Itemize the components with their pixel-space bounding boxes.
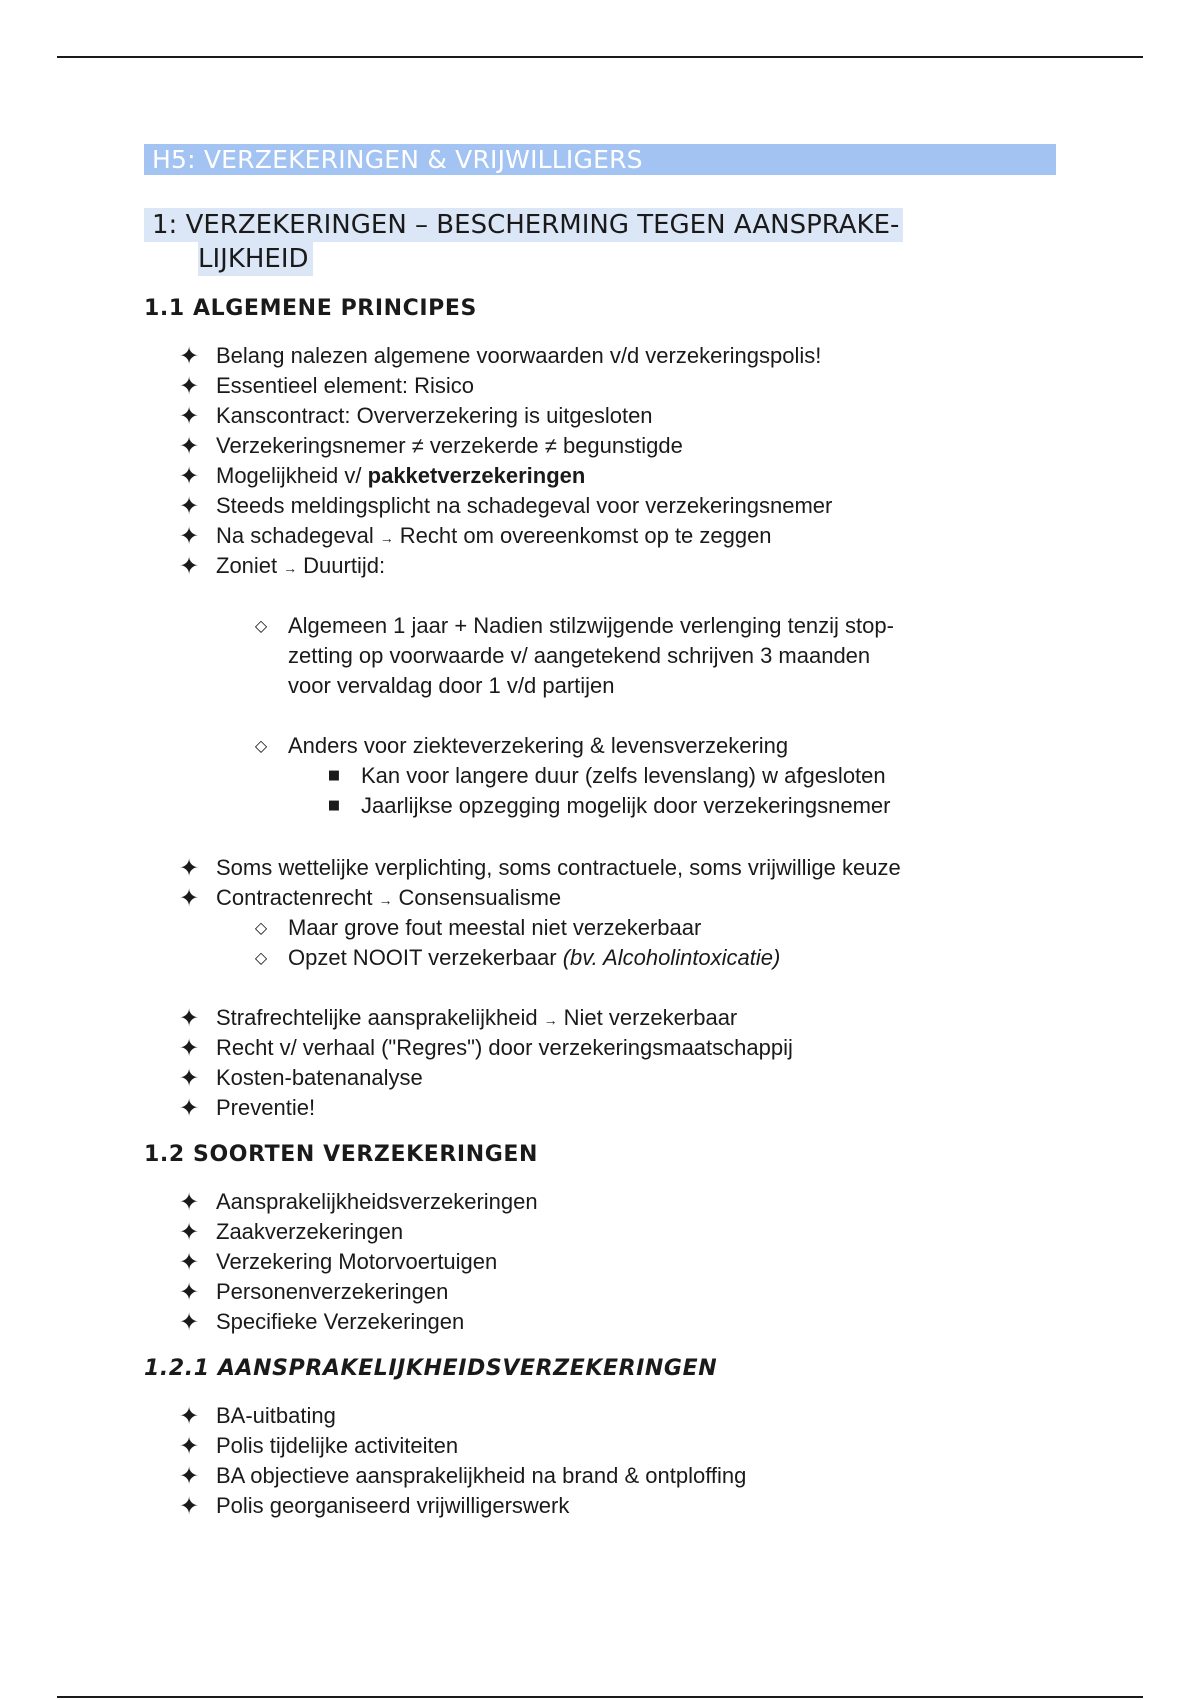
list-item: ✦ Recht v/ verhaal ("Regres") door verzekeringsmaatschappij [216,1033,793,1063]
arrow-icon: → [379,530,394,546]
list-item: ✦ Mogelijkheid v/ pakketverzekeringen [216,461,585,491]
star-bullet-icon: ✦ [178,462,200,490]
list-item: ✦ BA objectieve aansprakelijkheid na brand & ontploffing [216,1461,746,1491]
list-item: ✦ Zoniet → Duurtijd: [216,551,385,583]
list-item: ✦ Contractenrecht → Consensualisme [216,883,561,915]
diamond-bullet-icon: ◇ [254,948,268,967]
list-item: ✦ BA-uitbating [216,1401,336,1431]
star-bullet-icon: ✦ [178,492,200,520]
star-bullet-icon: ✦ [178,854,200,882]
list-item: ✦ Kanscontract: Oververzekering is uitgesloten [216,401,653,431]
list-item: ✦ Na schadegeval → Recht om overeenkomst op te zeggen [216,521,772,553]
star-bullet-icon: ✦ [178,402,200,430]
list-item: ✦ Specifieke Verzekeringen [216,1307,464,1337]
star-bullet-icon: ✦ [178,1064,200,1092]
star-bullet-icon: ✦ [178,372,200,400]
section-title-line1: 1: VERZEKERINGEN – BESCHERMING TEGEN AANSPRAKE- [144,208,903,242]
square-bullet-icon: ■ [327,768,341,783]
list-item: ✦ Personenverzekeringen [216,1277,448,1307]
list-item: ✦ Polis georganiseerd vrijwilligerswerk [216,1491,569,1521]
arrow-icon: → [378,892,393,908]
list-item: ✦ Kosten-batenanalyse [216,1063,423,1093]
square-bullet-icon: ■ [327,798,341,813]
list-item: ◇ Opzet NOOIT verzekerbaar (bv. Alcoholintoxicatie) [288,943,780,973]
list-item: ■ Jaarlijkse opzegging mogelijk door verzekeringsnemer [361,791,890,821]
arrow-icon: → [283,560,298,576]
star-bullet-icon: ✦ [178,522,200,550]
star-bullet-icon: ✦ [178,1034,200,1062]
list-item: ✦ Verzekeringsnemer ≠ verzekerde ≠ begunstigde [216,431,683,461]
star-bullet-icon: ✦ [178,1278,200,1306]
list-item: ✦ Essentieel element: Risico [216,371,474,401]
list-item: ✦ Preventie! [216,1093,315,1123]
star-bullet-icon: ✦ [178,1402,200,1430]
star-bullet-icon: ✦ [178,1094,200,1122]
chapter-title: H5: VERZEKERINGEN & VRIJWILLIGERS [144,144,1056,175]
list-item: ✦ Aansprakelijkheidsverzekeringen [216,1187,538,1217]
star-bullet-icon: ✦ [178,1462,200,1490]
section-title [144,208,903,276]
list-item: ✦ Strafrechtelijke aansprakelijkheid → Niet verzekerbaar [216,1003,737,1035]
list-item: ◇ Algemeen 1 jaar + Nadien stilzwijgende verlenging tenzij stop- [288,611,894,641]
bottom-rule [57,1696,1143,1698]
arrow-icon: → [543,1012,558,1028]
subsubsection-title: 1.2.1 AANSPRAKELIJKHEIDSVERZEKERINGEN [144,1356,718,1381]
star-bullet-icon: ✦ [178,552,200,580]
diamond-bullet-icon: ◇ [254,736,268,755]
star-bullet-icon: ✦ [178,342,200,370]
list-item: ◇ Anders voor ziekteverzekering & levensverzekering [288,731,788,761]
top-rule [57,56,1143,58]
star-bullet-icon: ✦ [178,1004,200,1032]
star-bullet-icon: ✦ [178,432,200,460]
diamond-bullet-icon: ◇ [254,918,268,937]
list-item: ✦ Zaakverzekeringen [216,1217,403,1247]
star-bullet-icon: ✦ [178,884,200,912]
star-bullet-icon: ✦ [178,1308,200,1336]
list-item: ✦ Steeds meldingsplicht na schadegeval voor verzekeringsnemer [216,491,832,521]
diamond-bullet-icon: ◇ [254,616,268,635]
list-item: ✦ Belang nalezen algemene voorwaarden v/d verzekeringspolis! [216,341,821,371]
star-bullet-icon: ✦ [178,1218,200,1246]
subsection-title: 1.2 SOORTEN VERZEKERINGEN [144,1142,539,1167]
list-item: ✦ Polis tijdelijke activiteiten [216,1431,458,1461]
subsection-title: 1.1 ALGEMENE PRINCIPES [144,296,477,321]
list-item: ◇ Maar grove fout meestal niet verzekerbaar [288,913,701,943]
star-bullet-icon: ✦ [178,1492,200,1520]
list-item: ✦ Soms wettelijke verplichting, soms contractuele, soms vrijwillige keuze [216,853,901,883]
star-bullet-icon: ✦ [178,1432,200,1460]
list-item-continuation: voor vervaldag door 1 v/d partijen [288,673,615,698]
star-bullet-icon: ✦ [178,1188,200,1216]
list-item-continuation: zetting op voorwaarde v/ aangetekend schrijven 3 maanden [288,643,871,668]
list-item: ✦ Verzekering Motorvoertuigen [216,1247,497,1277]
section-title-line2: LIJKHEID [198,242,313,276]
list-item: ■ Kan voor langere duur (zelfs levenslang) w afgesloten [361,761,886,791]
star-bullet-icon: ✦ [178,1248,200,1276]
